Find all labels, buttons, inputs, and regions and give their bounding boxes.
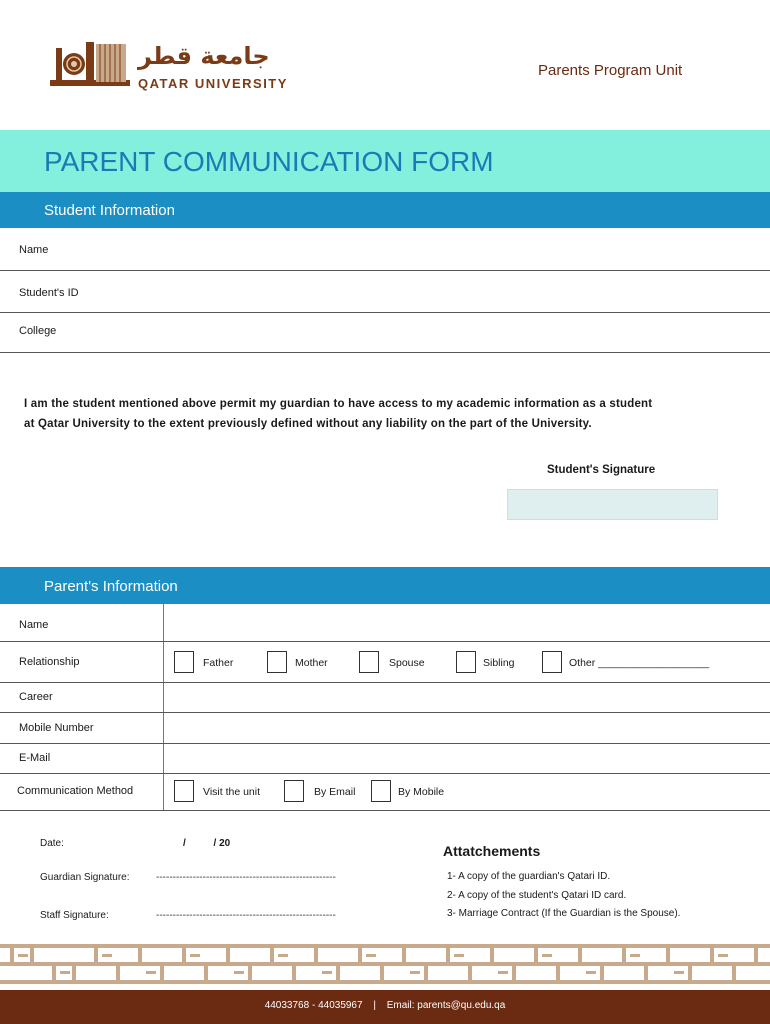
guardian-signature-line[interactable]: ------------------------------------------------------ xyxy=(156,872,336,883)
staff-signature-line[interactable]: ------------------------------------------------------ xyxy=(156,910,336,921)
attachment-item: 1- A copy of the guardian's Qatari ID. xyxy=(447,871,611,882)
relationship-label: Relationship xyxy=(19,656,80,668)
divider xyxy=(0,270,770,271)
parent-section-title: Parent's Information xyxy=(44,578,178,595)
student-signature-field[interactable] xyxy=(507,489,718,520)
divider xyxy=(0,743,770,744)
father-checkbox[interactable] xyxy=(174,651,194,673)
logo-english-text: QATAR UNIVERSITY xyxy=(138,76,288,91)
spouse-checkbox[interactable] xyxy=(359,651,379,673)
unit-title: Parents Program Unit xyxy=(538,62,683,79)
university-logo xyxy=(50,40,300,92)
career-label: Career xyxy=(19,691,53,703)
divider xyxy=(0,682,770,683)
other-checkbox[interactable] xyxy=(542,651,562,673)
attachment-item: 2- A copy of the student's Qatari ID card. xyxy=(447,890,627,901)
declaration-text xyxy=(24,394,724,434)
mother-option-label: Mother xyxy=(295,657,328,669)
by-mobile-option-label: By Mobile xyxy=(398,786,445,798)
guardian-signature-label: Guardian Signature: xyxy=(40,872,130,883)
footer-contact xyxy=(0,1000,770,1011)
date-label: Date: xyxy=(40,838,64,849)
visit-unit-checkbox[interactable] xyxy=(174,780,194,802)
student-id-label: Student's ID xyxy=(19,287,79,299)
by-email-checkbox[interactable] xyxy=(284,780,304,802)
email-label: E-Mail xyxy=(19,752,51,764)
university-emblem-icon xyxy=(50,40,130,92)
footer-separator: | xyxy=(373,1000,376,1011)
sibling-option-label: Sibling xyxy=(483,657,515,669)
staff-signature-label: Staff Signature: xyxy=(40,910,109,921)
form-title: PARENT COMMUNICATION FORM xyxy=(44,146,494,177)
divider xyxy=(0,712,770,713)
divider xyxy=(0,352,770,353)
logo-arabic-text: جامعة قطر xyxy=(138,42,270,70)
by-email-option-label: By Email xyxy=(314,786,356,798)
divider xyxy=(0,641,770,642)
student-section-title: Student Information xyxy=(44,202,175,219)
visit-unit-option-label: Visit the unit xyxy=(203,786,261,798)
communication-method-label: Communication Method xyxy=(17,785,134,797)
by-mobile-checkbox[interactable] xyxy=(371,780,391,802)
divider xyxy=(0,773,770,774)
student-name-label: Name xyxy=(19,244,49,256)
mobile-number-label: Mobile Number xyxy=(19,722,94,734)
parent-name-label: Name xyxy=(19,619,49,631)
table-column-divider xyxy=(163,604,164,810)
sibling-checkbox[interactable] xyxy=(456,651,476,673)
divider xyxy=(0,810,770,811)
declaration-line-1: I am the student mentioned above permit my guardian to have access to my academic information as a student xyxy=(24,398,653,410)
father-option-label: Father xyxy=(203,657,234,669)
declaration-line-2: at Qatar University to the extent previously defined without any liability on the part of the University. xyxy=(24,418,592,430)
college-label: College xyxy=(19,325,57,337)
date-field[interactable]: / / 20 xyxy=(183,838,231,849)
attachment-item: 3- Marriage Contract (If the Guardian is the Spouse). xyxy=(447,908,681,919)
other-option-label: Other ___________________ xyxy=(569,657,710,669)
spouse-option-label: Spouse xyxy=(389,657,425,669)
student-signature-label: Student's Signature xyxy=(547,464,656,476)
decorative-pattern-band xyxy=(0,940,770,990)
attachments-title: Attatchements xyxy=(443,843,541,859)
footer-phones: 44033768 - 44035967 xyxy=(264,1000,363,1011)
divider xyxy=(0,312,770,313)
footer-email[interactable]: Email: parents@qu.edu.qa xyxy=(386,1000,506,1011)
mother-checkbox[interactable] xyxy=(267,651,287,673)
